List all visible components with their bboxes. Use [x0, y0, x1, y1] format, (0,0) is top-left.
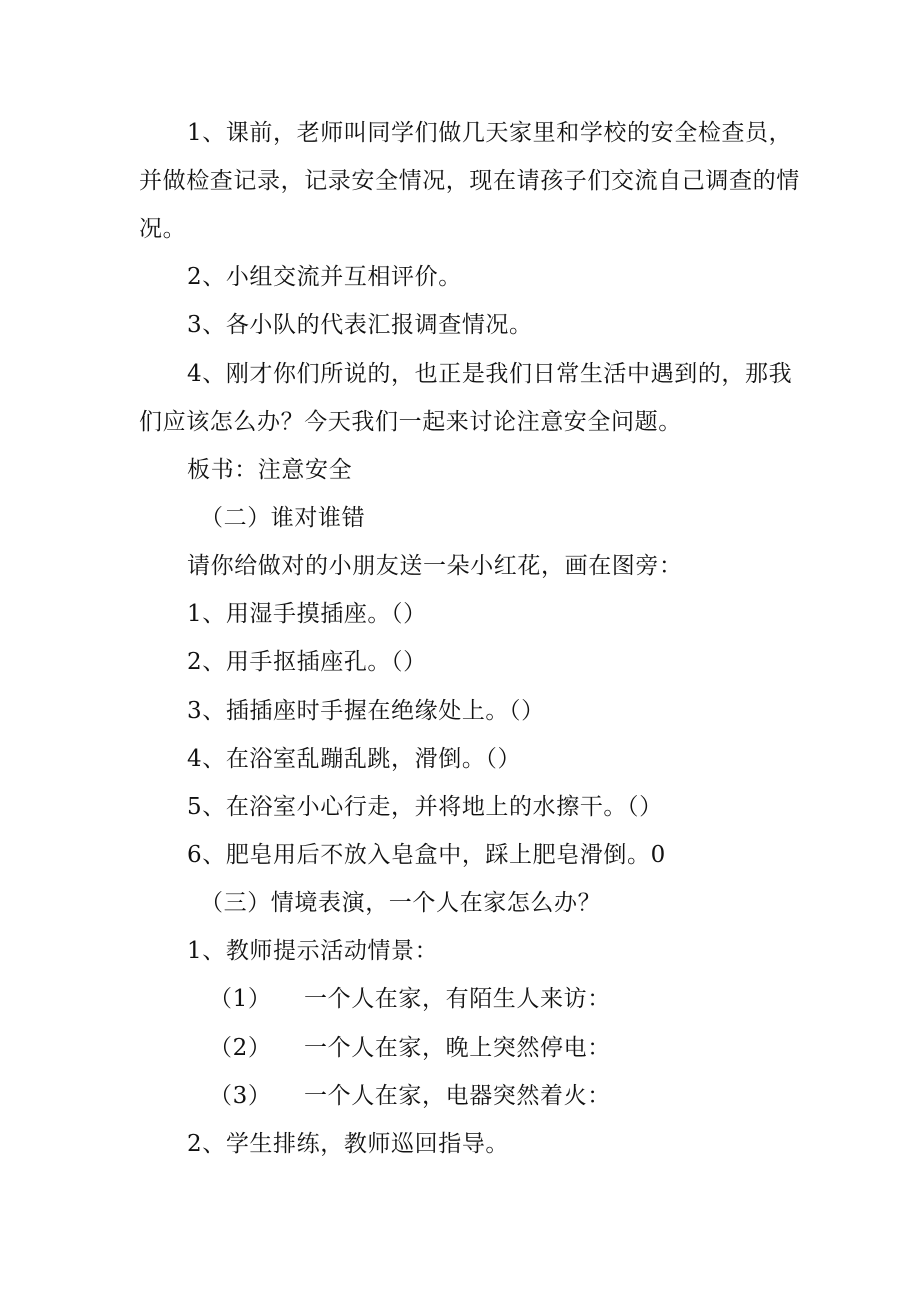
activity-step-2: 2、学生排练，教师巡回指导。	[187, 1131, 510, 1157]
paragraph-4-line-1: 4、刚才你们所说的，也正是我们日常生活中遇到的，那我	[187, 361, 793, 387]
scenario-text: 一个人在家，晚上突然停电：	[304, 1035, 611, 1061]
paragraph-4-line-2: 们应该怎么办？今天我们一起来讨论注意安全问题。	[139, 409, 682, 435]
quiz-item-6: 6、肥皂用后不放入皂盒中，踩上肥皂滑倒。0	[187, 842, 666, 868]
activity-step-1: 1、教师提示活动情景：	[187, 938, 439, 964]
quiz-item-2: 2、用手抠插座孔。（）	[187, 649, 427, 675]
quiz-item-5: 5、在浴室小心行走，并将地上的水擦干。（）	[187, 794, 663, 820]
scenario-number: （1）	[209, 986, 272, 1012]
blackboard-note: 板书：注意安全	[187, 457, 353, 483]
scenario-text: 一个人在家，有陌生人来访：	[304, 986, 611, 1012]
quiz-item-4: 4、在浴室乱蹦乱跳，滑倒。（）	[187, 746, 522, 772]
paragraph-1-line-2: 并做检查记录，记录安全情况，现在请孩子们交流自己调查的情	[139, 168, 800, 194]
quiz-item-3: 3、插插座时手握在绝缘处上。（）	[187, 698, 545, 724]
section-heading-2: （二）谁对谁错	[200, 505, 366, 531]
section-heading-3: （三）情境表演，一个人在家怎么办？	[200, 890, 602, 916]
scenario-number: （2）	[209, 1035, 272, 1061]
quiz-item-1: 1、用湿手摸插座。（）	[187, 601, 427, 627]
paragraph-1-line-3: 况。	[139, 216, 187, 242]
paragraph-1-line-1: 1、课前，老师叫同学们做几天家里和学校的安全检查员，	[187, 120, 793, 146]
instruction-text: 请你给做对的小朋友送一朵小红花，画在图旁：	[187, 553, 683, 579]
paragraph-2: 2、小组交流并互相评价。	[187, 264, 462, 290]
scenario-text: 一个人在家，电器突然着火：	[304, 1083, 611, 1109]
scenario-number: （3）	[209, 1083, 272, 1109]
paragraph-3: 3、各小队的代表汇报调查情况。	[187, 312, 533, 338]
